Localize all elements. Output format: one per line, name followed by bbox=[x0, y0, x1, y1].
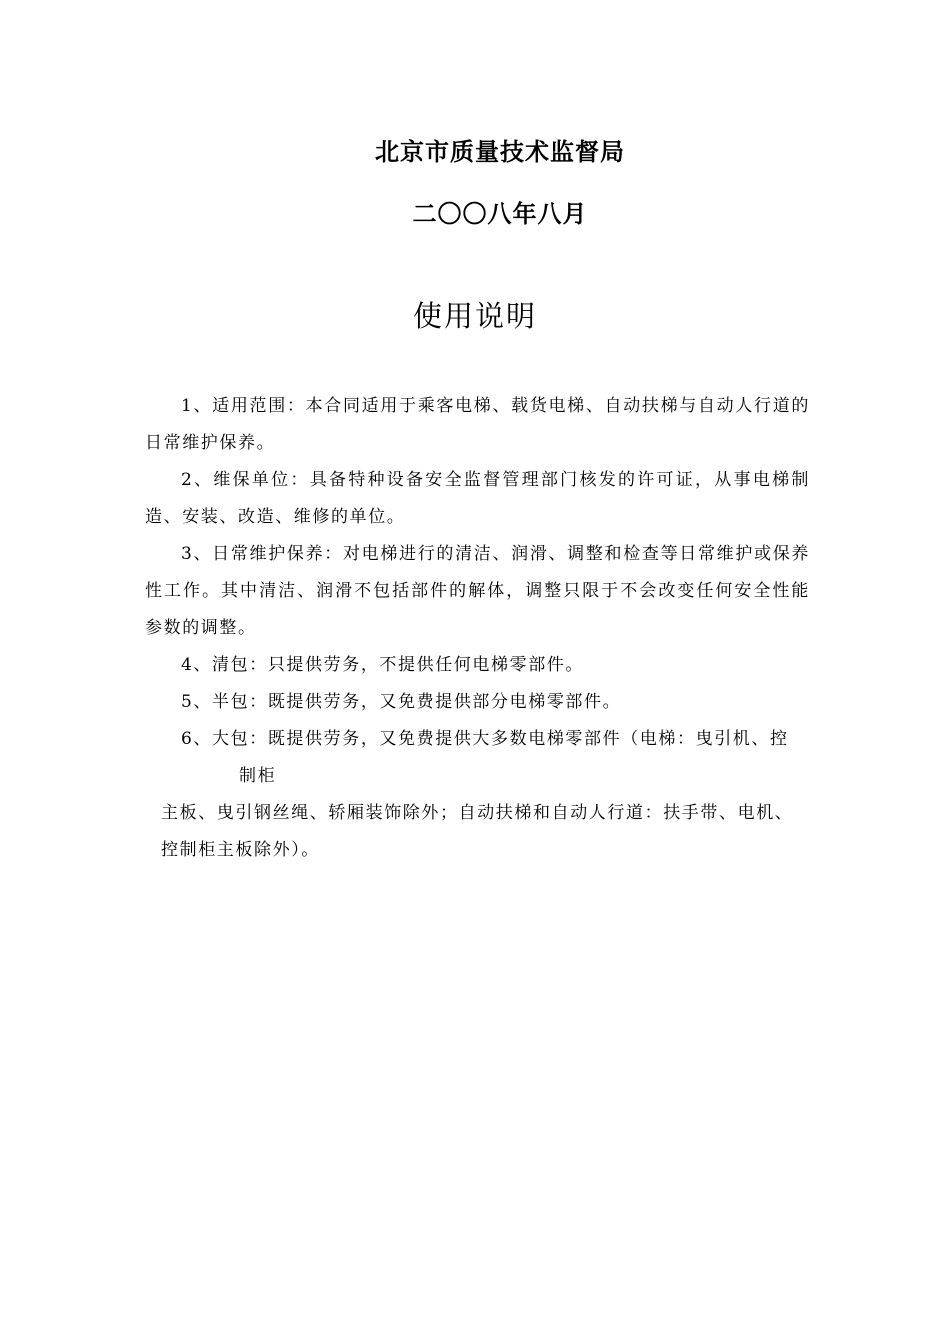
issuer-name: 北京市质量技术监督局 bbox=[375, 137, 625, 166]
paragraph-full-package-tail-2: 控制柜主板除外）。 bbox=[161, 840, 320, 860]
paragraph-full-package-tail-1: 主板、曳引钢丝绳、轿厢装饰除外；自动扶梯和自动人行道：扶手带、电机、 bbox=[161, 803, 794, 823]
paragraph-maintenance-unit: 2、维保单位：具备特种设备安全监督管理部门核发的许可证，从事电梯制造、安装、改造、维修的单位。 bbox=[145, 470, 810, 527]
paragraph-scope: 1、适用范围：本合同适用于乘客电梯、载货电梯、自动扶梯与自动人行道的日常维护保养。 bbox=[145, 396, 810, 453]
paragraph-full-package-continued: 制柜 bbox=[239, 766, 277, 786]
issue-date: 二〇〇八年八月 bbox=[412, 199, 588, 228]
paragraph-partial-package: 5、半包：既提供劳务，又免费提供部分电梯零部件。 bbox=[181, 692, 622, 712]
paragraph-labor-only: 4、清包：只提供劳务，不提供任何电梯零部件。 bbox=[181, 655, 585, 675]
paragraph-daily-maintenance: 3、日常维护保养：对电梯进行的清洁、润滑、调整和检查等日常维护或保养性工作。其中清洁、润滑不包括部件的解体，调整只限于不会改变任何安全性能参数的调整。 bbox=[145, 544, 810, 638]
section-heading: 使用说明 bbox=[412, 299, 537, 333]
paragraph-full-package: 6、大包：既提供劳务，又免费提供大多数电梯零部件（电梯：曳引机、控 bbox=[181, 729, 789, 749]
instructions-body bbox=[145, 388, 810, 869]
